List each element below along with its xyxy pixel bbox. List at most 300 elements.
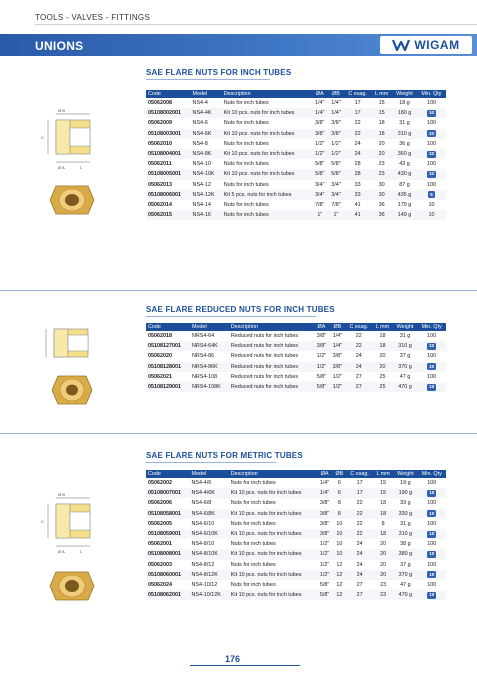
col-l: L mm [373,470,393,478]
cell-c: 41 [354,201,361,208]
cell-a: 1/2" [319,561,330,568]
cell-model: NS4-6/8 [191,500,212,507]
cell-model: NS4-8/10 [191,541,215,548]
cell-min-qty [418,539,446,549]
cell-model: NS4-8 [192,140,208,147]
cell-l: 8 [381,520,385,527]
cell-a: 5/8" [312,169,328,179]
col-qty: Min. Qty [417,323,446,331]
cell-a: 3/8" [312,129,328,139]
cell-a: 3/4" [312,190,328,200]
cell-min-qty [417,129,446,139]
cell-a: 1/4" [319,480,330,487]
cell-b: 6 [337,480,341,487]
cell-l: 15 [373,488,393,498]
cell-min-qty [417,200,446,210]
cell-a: 1/2" [316,353,327,360]
cell-weight: 190 g [393,488,417,498]
cell-c: 33 [344,190,371,200]
table-row [146,570,446,580]
cell-min-qty [418,580,446,590]
cell-model: NS4-6 [192,120,208,127]
cell-a: 7/8" [315,201,325,208]
cell-a: 3/8" [316,333,327,340]
cell-description: Nuts for inch tubes [223,181,269,188]
drawing-label-b: Ø B [58,492,65,497]
cell-l: 20 [380,541,387,548]
cell-c: 22 [344,129,371,139]
col-qty: Min. Qty [417,90,446,98]
cell-model: NS4-10 [192,161,211,168]
cell-l: 18 [373,509,393,519]
cell-c: 24 [354,140,361,147]
kit-qty-badge: 10 [429,490,435,496]
qty-value: 100 [427,333,437,340]
product-table [146,90,446,220]
cell-code: 05062018 [148,333,172,340]
section-divider [0,433,477,434]
breadcrumb: TOOLS - VALVES - FITTINGS [35,13,151,22]
qty-value: 100 [426,161,436,168]
page-title: UNIONS [35,39,84,53]
table-row [146,498,446,508]
brass-metric-nut-photo [48,566,96,606]
cell-l: 30 [378,181,385,188]
page-number-rule [190,665,300,666]
qty-value: 100 [426,140,436,147]
cell-b: 1/2" [331,140,341,147]
qty-value: 100 [426,120,436,127]
cell-model: NS4-4K [191,108,222,118]
table-row [146,590,446,600]
cell-code: 05062021 [148,373,172,380]
cell-b: 1/2" [332,373,343,380]
table-row [146,509,446,519]
cell-code: 05062003 [148,561,172,568]
cell-b: 1/4" [332,333,343,340]
cell-b: 1" [328,210,344,220]
cell-model: NS4-6/8K [190,509,229,519]
cell-model: NS4-8/12K [190,570,229,580]
cell-code: 05108003001 [146,129,191,139]
cell-description: Nuts for inch tubes [230,480,276,487]
table-row [146,529,446,539]
kit-qty-badge: 10 [429,551,435,557]
section-title: SAE FLARE NUTS FOR INCH TUBES [146,68,292,77]
cell-l: 30 [371,190,392,200]
cell-code: 05108062001 [146,590,190,600]
cell-min-qty [417,169,446,179]
kit-qty-badge: 10 [429,363,435,369]
cell-code: 05062014 [148,201,172,208]
cell-code: 05062015 [146,210,191,220]
cell-c: 22 [346,529,373,539]
nut-technical-drawing [40,106,100,170]
cell-description: Nuts for inch tubes [230,520,276,527]
col-description: Description [222,90,312,98]
cell-a: 1/2" [312,149,328,159]
cell-c: 27 [355,373,362,380]
qty-value: 100 [427,561,437,568]
cell-weight: 47 g [399,373,411,380]
cell-a: 3/8" [319,500,330,507]
cell-description: Kit 10 pcs. nuts for inch tubes [222,149,312,159]
cell-c: 33 [354,181,361,188]
cell-model: NS4-8/10K [190,549,229,559]
cell-code: 05108058001 [146,509,190,519]
cell-weight: 180 g [392,108,417,118]
cell-weight: 360 g [392,149,417,159]
cell-model: NS4-8/12 [191,561,215,568]
table-row [146,580,446,590]
cell-a: 3/8" [313,341,329,351]
reduced-nut-technical-drawing [40,323,100,363]
cell-code: 05062001 [148,541,172,548]
cell-c: 22 [355,333,362,340]
cell-l: 36 [371,210,392,220]
cell-b: 12 [332,590,346,600]
col-b: ØB [332,470,346,478]
kit-qty-badge: 10 [429,510,435,516]
cell-model: NS4-6K [191,129,222,139]
cell-description: Kit 10 pcs. nuts for inch tubes [222,129,312,139]
drawing-label-c: C [41,519,44,524]
cell-weight: 36 g [399,140,410,147]
cell-l: 15 [380,480,387,487]
section-divider [0,290,477,291]
col-weight: Weight [393,470,417,478]
cell-c: 24 [344,149,371,159]
cell-min-qty [418,519,446,529]
cell-c: 24 [356,561,363,568]
cell-weight: 33 g [400,500,411,507]
cell-b: 3/8" [328,129,344,139]
kit-qty-badge: 10 [428,130,434,136]
cell-b: 6 [332,488,346,498]
cell-a: 5/8" [319,581,330,588]
drawing-label-l: L [80,549,83,554]
cell-a: 1/4" [315,100,325,107]
cell-l: 18 [379,333,386,340]
cell-model: NS4-14 [192,201,211,208]
cell-weight: 330 g [393,509,417,519]
qty-value: 100 [427,581,437,588]
cell-b: 3/8" [331,120,341,127]
col-b: ØB [329,323,345,331]
table-row [146,180,446,190]
cell-weight: 149 g [392,210,417,220]
cell-weight: 310 g [393,341,418,351]
cell-description: Kit 10 pcs. nuts for inch tubes [229,570,317,580]
cell-weight: 380 g [393,549,417,559]
drawing-label-b: Ø B [58,108,65,113]
cell-l: 23 [373,590,393,600]
cell-description: Kit 10 pcs. nuts for inch tubes [229,488,317,498]
cell-min-qty [417,139,446,149]
cell-l: 20 [372,362,393,372]
col-qty: Min. Qty [418,470,446,478]
table-row [146,210,446,220]
cell-description: Nuts for inch tubes [230,541,276,548]
cell-b: 3/8" [329,362,345,372]
cell-min-qty [417,341,446,351]
col-code: Code [146,323,190,331]
cell-c: 27 [356,581,363,588]
cell-code: 05108128001 [146,362,190,372]
cell-code: 05108060001 [146,570,190,580]
kit-qty-badge: 10 [428,151,434,157]
kit-qty-badge: 10 [429,571,435,577]
cell-l: 20 [378,140,385,147]
qty-value: 10 [428,201,435,208]
cell-model: NS4-4/6 [191,480,212,487]
cell-min-qty [417,382,446,392]
cell-code: 05108127001 [146,341,190,351]
cell-description: Nuts for inch tubes [222,210,312,220]
cell-weight: 470 g [393,590,417,600]
table-row [146,200,446,210]
cell-c: 28 [354,161,361,168]
table-row [146,539,446,549]
cell-code: 05062009 [148,120,172,127]
cell-a: 1/2" [315,140,325,147]
brass-reduced-nut-photo [50,370,94,410]
cell-l: 36 [378,201,385,208]
qty-value: 100 [427,480,437,487]
cell-model: NS4-4 [192,100,208,107]
cell-description: Reduced nuts for inch tubes [229,382,314,392]
col-model: Model [190,470,229,478]
col-c: C esag. [346,470,373,478]
cell-min-qty [418,529,446,539]
cell-code: 05062002 [148,480,172,487]
product-table [146,470,446,600]
cell-a: 1/2" [317,549,333,559]
drawing-label-c: C [41,135,44,140]
cell-min-qty [417,190,446,200]
cell-code: 05108005001 [146,169,191,179]
cell-code: 05062005 [148,520,172,527]
cell-model: NRS4-86 [191,353,215,360]
table-row [146,341,446,351]
cell-b: 3/4" [331,181,341,188]
table-row [146,478,446,488]
cell-description: Kit 10 pcs. nuts for inch tubes [222,169,312,179]
cell-weight: 370 g [393,362,418,372]
cell-c: 28 [344,169,371,179]
col-weight: Weight [392,90,417,98]
cell-c: 24 [355,353,362,360]
cell-a: 1/2" [319,541,330,548]
cell-description: Nuts for inch tubes [223,100,269,107]
kit-qty-badge: 10 [428,171,434,177]
cell-model: NS4-8K [191,149,222,159]
cell-min-qty [418,509,446,519]
cell-b: 7/8" [331,201,341,208]
table-row [146,351,446,361]
kit-qty-badge: 10 [429,343,435,349]
cell-code: 05108007001 [146,488,190,498]
cell-l: 18 [372,341,393,351]
cell-a: 1/4" [312,108,328,118]
cell-a: 3/8" [317,509,333,519]
cell-min-qty [417,362,446,372]
cell-weight: 19 g [400,480,411,487]
qty-value: 100 [427,541,437,548]
cell-weight: 31 g [399,333,411,340]
cell-min-qty [417,108,446,118]
cell-description: Reduced nuts for inch tubes [229,362,314,372]
cell-code: 05108059001 [146,529,190,539]
cell-c: 17 [346,488,373,498]
cell-model: NRS4-64 [191,333,215,340]
cell-l: 23 [371,169,392,179]
cell-model: NS4-16 [191,210,222,220]
cell-min-qty [417,210,446,220]
cell-model: NS4-6/10 [191,520,215,527]
col-model: Model [191,90,222,98]
cell-c: 24 [346,549,373,559]
cell-a: 3/8" [315,120,325,127]
table-row [146,190,446,200]
cell-min-qty [418,478,446,488]
cell-code: 05062010 [148,140,172,147]
cell-weight: 37 g [400,561,411,568]
col-c: C esag. [344,90,371,98]
cell-weight: 310 g [392,129,417,139]
cell-a: 3/4" [315,181,325,188]
cell-weight: 31 g [400,520,411,527]
cell-l: 23 [380,581,387,588]
cell-description: Nuts for inch tubes [230,561,276,568]
col-code: Code [146,470,190,478]
cell-l: 23 [378,161,385,168]
cell-b: 1/4" [328,108,344,118]
cell-c: 27 [346,590,373,600]
col-a: ØA [317,470,333,478]
metric-nut-technical-drawing [40,490,100,554]
table-row [146,118,446,128]
drawing-label-a: Ø A [58,165,65,170]
cell-b: 3/4" [328,190,344,200]
table-row [146,372,446,382]
cell-weight: 370 g [393,570,417,580]
cell-description: Kit 10 pcs. nuts for inch tubes [229,549,317,559]
cell-c: 17 [344,108,371,118]
cell-weight: 43 g [399,161,410,168]
col-description: Description [229,323,314,331]
table-row [146,519,446,529]
cell-description: Nuts for inch tubes [230,500,276,507]
table-row [146,488,446,498]
cell-description: Kit 5 pcs. nuts for inch tubes [222,190,312,200]
cell-b: 5/8" [331,161,341,168]
cell-model: NRS4-64K [190,341,229,351]
cell-weight: 18 g [399,100,410,107]
cell-code: 05108004001 [146,149,191,159]
col-code: Code [146,90,191,98]
cell-a: 1" [312,210,328,220]
qty-value: 100 [426,181,436,188]
top-divider [35,24,477,25]
section-title-rule [146,316,316,317]
logo-text: WIGAM [414,38,460,52]
cell-c: 17 [356,480,363,487]
cell-c: 27 [345,382,372,392]
cell-model: NS4-10/12 [191,581,218,588]
cell-weight: 37 g [399,353,411,360]
cell-min-qty [418,549,446,559]
section-title: SAE FLARE NUTS FOR METRIC TUBES [146,451,303,460]
qty-value: 100 [427,520,437,527]
qty-value: 100 [427,373,437,380]
cell-model: NRS4-108 [191,373,218,380]
cell-code: 05062008 [148,100,172,107]
section-title: SAE FLARE REDUCED NUTS FOR INCH TUBES [146,305,335,314]
cell-l: 15 [371,108,392,118]
cell-description: Nuts for inch tubes [223,201,269,208]
cell-c: 24 [345,362,372,372]
cell-code: 05062013 [148,181,172,188]
table-row [146,129,446,139]
table-row [146,560,446,570]
cell-weight: 430 g [392,169,417,179]
cell-c: 24 [346,570,373,580]
cell-b: 1/4" [329,341,345,351]
cell-code: 05108006001 [146,190,191,200]
qty-value: 10 [428,212,435,219]
table-row [146,549,446,559]
table-row [146,362,446,372]
kit-qty-badge: 5 [430,191,433,197]
cell-description: Kit 10 pcs. nuts for inch tubes [229,509,317,519]
cell-l: 25 [379,373,386,380]
drawing-label-l: L [80,165,83,170]
cell-b: 5/8" [328,169,344,179]
kit-qty-badge: 10 [429,531,435,537]
cell-description: Kit 10 pcs. nuts for inch tubes [222,108,312,118]
qty-value: 100 [426,100,436,107]
cell-model: NS4-12 [192,181,211,188]
qty-value: 100 [427,353,437,360]
kit-qty-badge: 10 [428,110,434,116]
cell-a: 3/8" [319,520,330,527]
cell-l: 18 [373,529,393,539]
cell-model: NS4-12K [191,190,222,200]
cell-c: 22 [356,520,363,527]
cell-c: 22 [345,341,372,351]
table-row [146,331,446,341]
cell-code: 05108002001 [146,108,191,118]
cell-model: NS4-10/12K [190,590,229,600]
cell-min-qty [417,159,446,169]
cell-code: 05108129001 [146,382,190,392]
cell-description: Kit 10 pcs. nuts for inch tubes [229,590,317,600]
cell-l: 20 [373,570,393,580]
cell-description: Nuts for inch tubes [230,581,276,588]
col-l: L mm [371,90,392,98]
brand-logo [380,36,472,54]
table-row [146,139,446,149]
cell-min-qty [417,149,446,159]
cell-weight: 435 g [392,190,417,200]
cell-b: 10 [336,541,343,548]
cell-min-qty [417,118,446,128]
cell-c: 41 [344,210,371,220]
cell-a: 5/8" [315,161,325,168]
table-row [146,98,446,108]
cell-l: 25 [372,382,393,392]
